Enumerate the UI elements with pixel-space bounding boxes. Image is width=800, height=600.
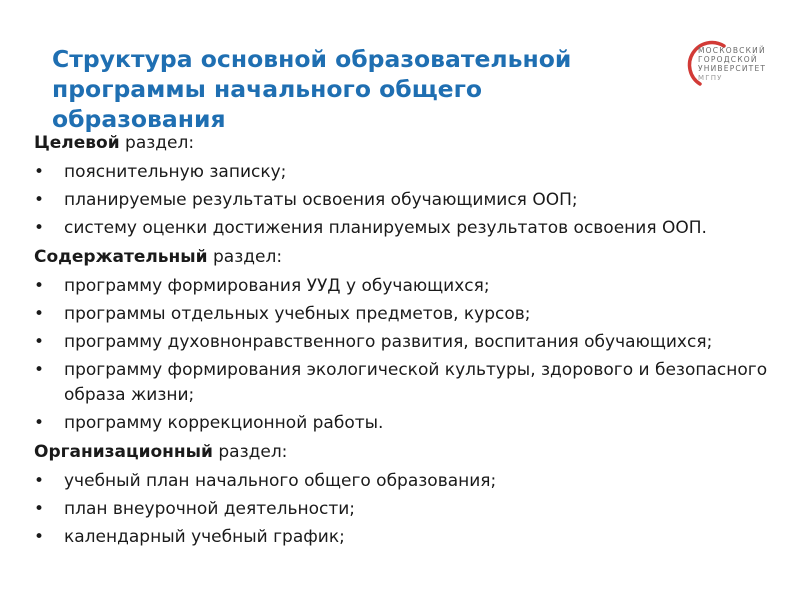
list-item-text: программу формирования УУД у обучающихся; [64, 276, 490, 296]
bullet-icon: • [34, 190, 45, 210]
list-item-text: пояснительную записку; [64, 162, 287, 182]
bullet-icon: • [34, 413, 45, 433]
logo-line-2: ГОРОДСКОЙ [698, 55, 758, 64]
list-item-text: программы отдельных учебных предметов, курсов; [64, 304, 531, 324]
bullet-icon: • [34, 499, 45, 519]
section-items [34, 160, 774, 241]
bullet-icon: • [34, 304, 45, 324]
bullet-icon: • [34, 471, 45, 491]
list-item-text: программу духовнонравственного развития, воспитания обучающихся; [64, 332, 713, 352]
slide-title: Структура основной образовательной программы начального общего образования [52, 45, 572, 133]
bullet-icon: • [34, 332, 45, 352]
section-name: Содержательный [34, 247, 208, 267]
bullet-icon: • [34, 527, 45, 547]
bullet-icon: • [34, 360, 45, 380]
list-item-text: учебный план начального общего образования; [64, 471, 497, 491]
bullet-icon: • [34, 276, 45, 296]
section-name: Организационный [34, 442, 213, 462]
logo-line-1: МОСКОВСКИЙ [698, 46, 766, 55]
list-item-text: программу формирования экологической культуры, здорового и безопасного образа жизни; [64, 360, 768, 405]
list-item [34, 330, 774, 355]
section-target [34, 130, 774, 241]
university-logo [684, 34, 794, 92]
section-suffix: раздел: [119, 133, 195, 153]
list-item [34, 160, 774, 185]
list-item [34, 216, 774, 241]
list-item-text: календарный учебный график; [64, 527, 345, 547]
list-item [34, 358, 774, 408]
section-items [34, 274, 774, 436]
logo-line-3: УНИВЕРСИТЕТ [698, 64, 767, 73]
section-heading [34, 244, 774, 271]
section-organizational [34, 439, 774, 550]
list-item [34, 302, 774, 327]
list-item-text: программу коррекционной работы. [64, 413, 384, 433]
bullet-icon: • [34, 218, 45, 238]
section-suffix: раздел: [207, 247, 283, 267]
list-item-text: план внеурочной деятельности; [64, 499, 356, 519]
list-item [34, 274, 774, 299]
list-item [34, 525, 774, 550]
list-item [34, 469, 774, 494]
section-heading [34, 439, 774, 466]
logo-abbreviation: МГПУ [698, 74, 723, 82]
list-item [34, 188, 774, 213]
list-item [34, 497, 774, 522]
list-item-text: систему оценки достижения планируемых результатов освоения ООП. [64, 218, 707, 238]
list-item-text: планируемые результаты освоения обучающимися ООП; [64, 190, 578, 210]
bullet-icon: • [34, 162, 45, 182]
section-content [34, 244, 774, 436]
list-item [34, 411, 774, 436]
section-heading [34, 130, 774, 157]
section-items [34, 469, 774, 550]
slide-body [34, 130, 774, 553]
section-name: Целевой [34, 133, 120, 153]
section-suffix: раздел: [212, 442, 288, 462]
